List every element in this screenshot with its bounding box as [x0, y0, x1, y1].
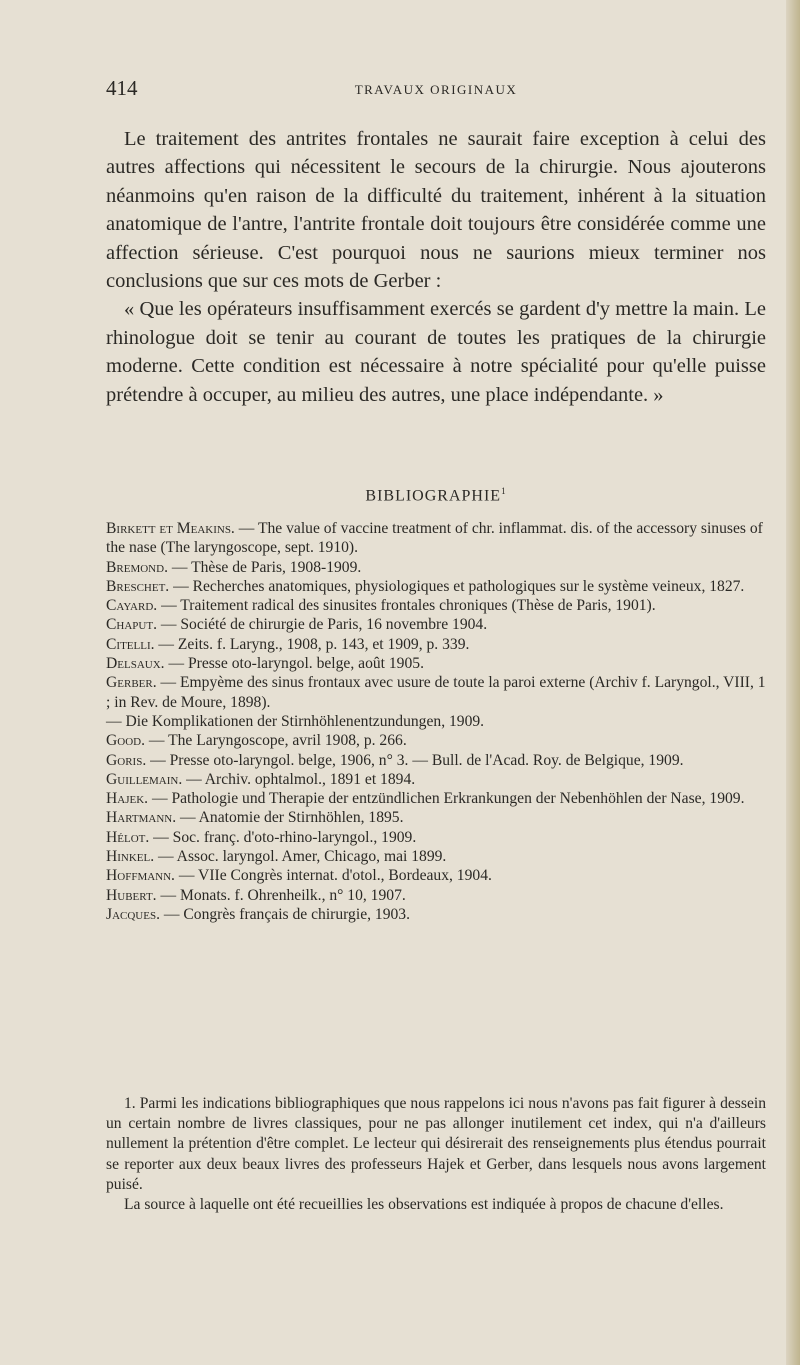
bibliography-reference: — Traitement radical des sinusites frontales chroniques (Thèse de Paris, 1901).	[157, 597, 656, 615]
footnote-paragraph-1: 1. Parmi les indications bibliographiques que nous rappelons ici nous n'avons pas fait figurer à dessein un certain nombre de livres classiques, pour ne pas allonger inutilement cet index, qui n'a d'ailleurs nullement la prétention d'être complet. Le lecteur qui désirerait des renseignements plus étendus pourrait se reporter aux deux beaux livres des professeurs Hajek et Gerber, dans lesquels nous avons largement puisé.	[106, 1095, 766, 1193]
bibliography-author: Hélot.	[106, 828, 150, 846]
bibliography-reference: — Pathologie und Therapie der entzündlichen Erkrankungen der Nebenhöhlen der Nase, 1909.	[148, 790, 745, 808]
bibliography-list	[106, 519, 766, 924]
paragraph-2-quote: « Que les opérateurs insuffisamment exercés se gardent d'y mettre la main. Le rhinologue doit se tenir au courant de toutes les pratiques de la chirurgie moderne. Cette condition est nécessaire à notre spécialité pour qu'elle puisse prétendre à occuper, au milieu des autres, une place indépendante. »	[106, 298, 766, 406]
bibliography-author: Citelli.	[106, 635, 155, 653]
bibliography-author: Bremond.	[106, 558, 168, 576]
bibliography-author: Delsaux.	[106, 655, 165, 673]
bibliography-author: Good.	[106, 732, 145, 750]
page-spine-edge	[786, 0, 800, 1365]
bibliography-author: Hinkel.	[106, 848, 155, 866]
bibliography-entry	[106, 596, 766, 615]
bibliography-author: Jacques.	[106, 905, 160, 923]
bibliography-author: Hajek.	[106, 790, 149, 808]
bibliography-entry	[106, 866, 766, 885]
bibliography-reference: — Presse oto-laryngol. belge, 1906, n° 3. — Bull. de l'Acad. Roy. de Belgique, 1909.	[146, 751, 684, 769]
bibliography-reference: — The value of vaccine treatment of chr. inflammat. dis. of the accessory sinuses of the nase (The laryngoscope, sept. 1910).	[106, 520, 763, 557]
running-head: TRAVAUX ORIGINAUX	[354, 82, 518, 97]
bibliography-author: Cayard.	[106, 597, 158, 615]
bibliography-author: Birkett et Meakins.	[106, 520, 235, 537]
bibliography-reference: — Empyème des sinus frontaux avec usure de toute la paroi externe (Archiv f. Laryngol., VIII, 1 ; in Rev. de Moure, 1898).	[106, 674, 766, 711]
bibliography-reference: — Assoc. laryngol. Amer, Chicago, mai 1899.	[154, 848, 447, 866]
bibliography-entry	[106, 808, 766, 827]
bibliography-entry	[106, 519, 766, 558]
bibliography-entry	[106, 886, 766, 905]
bibliography-author: Gerber.	[106, 674, 157, 692]
page-number: 414	[106, 76, 138, 100]
bibliography-entry	[106, 847, 766, 866]
body-text	[106, 125, 766, 409]
bibliography-entry	[106, 828, 766, 847]
bibliography-reference: — Monats. f. Ohrenheilk., n° 10, 1907.	[156, 886, 406, 904]
paragraph-1: Le traitement des antrites frontales ne saurait faire exception à celui des autres affections qui nécessitent le secours de la chirurgie. Nous ajouterons néanmoins qu'en raison de la difficulté du traitement, inhérent à la situation anatomique de l'antre, l'antrite frontale doit toujours être considérée comme une affection sérieuse. C'est pourquoi nous ne saurions mieux terminer nos conclusions que sur ces mots de Gerber :	[106, 128, 766, 293]
bibliography-reference: — Anatomie der Stirnhöhlen, 1895.	[176, 809, 404, 827]
page-header	[106, 76, 766, 104]
bibliography-author: Hoffmann.	[106, 867, 175, 885]
bibliography-entry	[106, 577, 766, 596]
bibliography-author: Hartmann.	[106, 809, 177, 827]
bibliography-entry	[106, 712, 766, 731]
bibliography-entry	[106, 673, 766, 712]
bibliography-entry	[106, 558, 766, 577]
bibliography-author: Guillemain.	[106, 770, 183, 788]
footnote-paragraph-2: La source à laquelle ont été recueillies les observations est indiquée à propos de chacune d'elles.	[124, 1196, 724, 1214]
bibliography-entry	[106, 905, 766, 924]
bibliography-reference: — The Laryngoscope, avril 1908, p. 266.	[145, 732, 407, 750]
bibliography-reference: — Die Komplikationen der Stirnhöhlenentzundungen, 1909.	[106, 712, 485, 730]
bibliography-author: Hubert.	[106, 886, 157, 904]
bibliography-entry	[106, 789, 766, 808]
bibliography-entry	[106, 654, 766, 673]
bibliography-reference: — Congrès français de chirurgie, 1903.	[159, 905, 410, 923]
footnote	[106, 1094, 766, 1215]
bibliography-author: Breschet.	[106, 577, 170, 595]
bibliography-author: Goris.	[106, 751, 147, 769]
bibliography-entry	[106, 770, 766, 789]
bibliography-reference: — Archiv. ophtalmol., 1891 et 1894.	[182, 770, 416, 788]
bibliography-entry	[106, 751, 766, 770]
bibliography-reference: — Thèse de Paris, 1908-1909.	[167, 558, 362, 576]
bibliography-reference: — VIIe Congrès internat. d'otol., Bordeaux, 1904.	[174, 867, 492, 885]
bibliography-title-text: BIBLIOGRAPHIE	[365, 487, 502, 505]
bibliography-reference: — Soc. franç. d'oto-rhino-laryngol., 1909.	[149, 828, 417, 846]
bibliography-reference: — Société de chirurgie de Paris, 16 novembre 1904.	[156, 616, 488, 634]
bibliography-entry	[106, 615, 766, 634]
bibliography-author: Chaput.	[106, 616, 157, 634]
bibliography-entry	[106, 635, 766, 654]
bibliography-reference: — Recherches anatomiques, physiologiques et pathologiques sur le système veineux, 1827.	[169, 577, 745, 595]
bibliography-reference: — Zeits. f. Laryng., 1908, p. 143, et 1909, p. 339.	[154, 635, 470, 653]
bibliography-entry	[106, 731, 766, 750]
bibliography-title	[106, 486, 766, 505]
footnote-marker: 1	[501, 486, 507, 496]
bibliography-reference: — Presse oto-laryngol. belge, août 1905.	[164, 655, 424, 673]
